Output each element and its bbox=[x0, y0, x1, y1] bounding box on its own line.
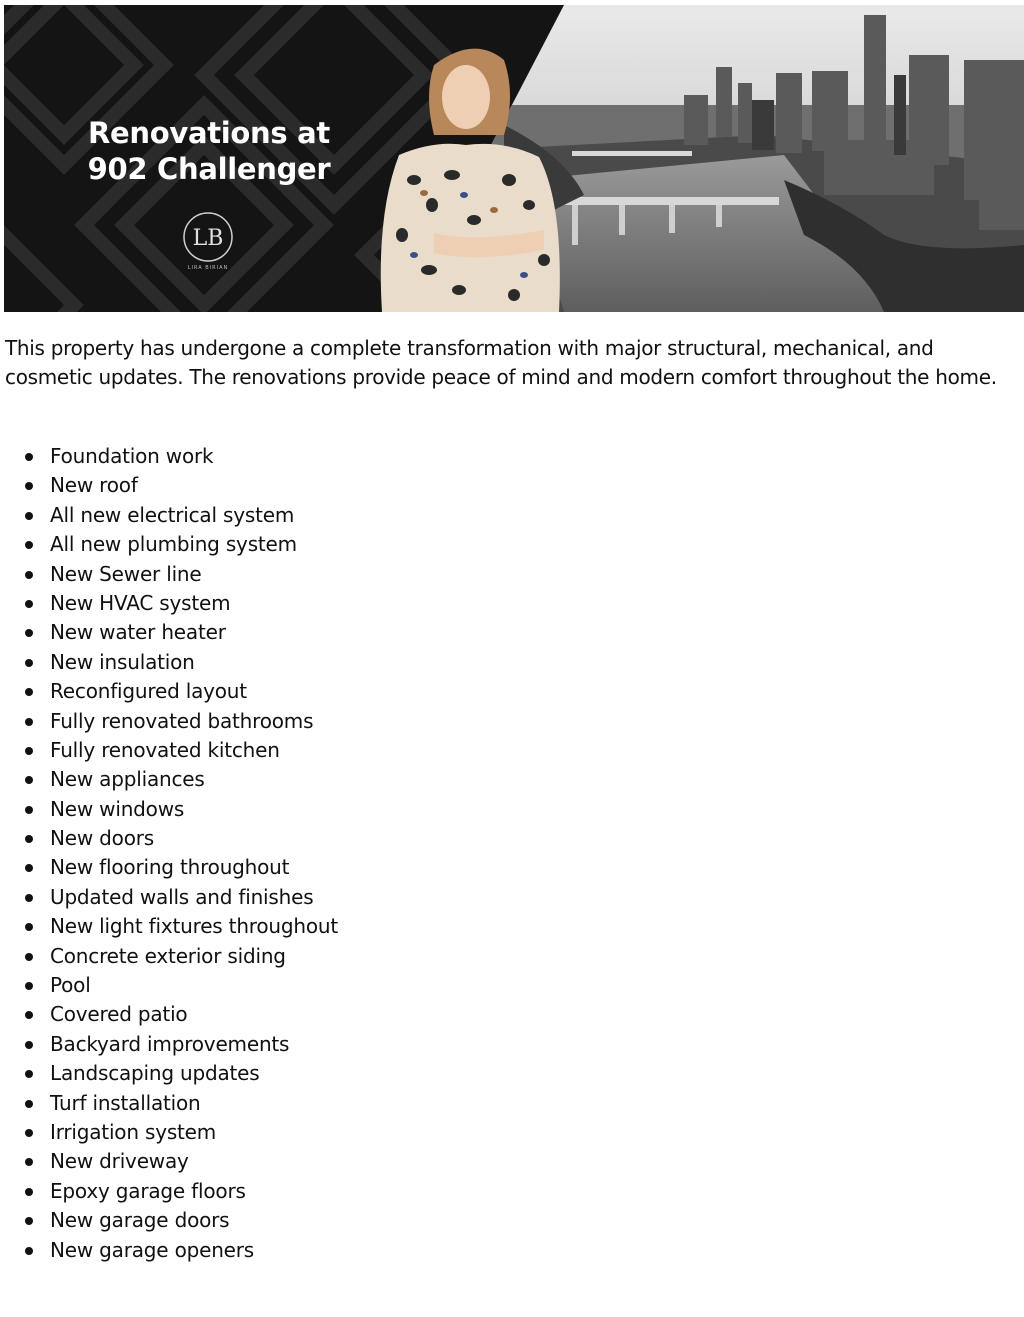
bullet-icon bbox=[25, 747, 33, 755]
bullet-icon bbox=[25, 1100, 33, 1108]
list-item-text: New garage doors bbox=[50, 1208, 230, 1233]
list-item bbox=[0, 471, 338, 500]
list-item bbox=[0, 677, 338, 706]
list-item-text: New driveway bbox=[50, 1149, 189, 1174]
list-item bbox=[0, 971, 338, 1000]
banner-title-line1: Renovations at bbox=[87, 116, 330, 150]
bullet-icon bbox=[25, 541, 33, 549]
bullet-icon bbox=[25, 953, 33, 961]
list-item-text: New windows bbox=[50, 796, 185, 821]
bullet-icon bbox=[25, 1011, 33, 1019]
list-item bbox=[0, 942, 338, 971]
list-item-text: Covered patio bbox=[50, 1002, 188, 1027]
list-item-text: New Sewer line bbox=[50, 561, 202, 586]
list-item bbox=[0, 1059, 338, 1088]
list-item-text: New appliances bbox=[50, 767, 205, 792]
list-item-text: Irrigation system bbox=[50, 1119, 217, 1144]
list-item-text: Epoxy garage floors bbox=[50, 1178, 246, 1203]
list-item bbox=[0, 1089, 338, 1118]
list-item bbox=[0, 883, 338, 912]
list-item bbox=[0, 912, 338, 941]
bullet-icon bbox=[25, 688, 33, 696]
list-item bbox=[0, 707, 338, 736]
list-item bbox=[0, 1000, 338, 1029]
list-item-text: All new electrical system bbox=[50, 502, 295, 527]
list-item-text: Pool bbox=[50, 973, 91, 998]
list-item-text: Fully renovated bathrooms bbox=[50, 708, 314, 733]
list-item-text: New water heater bbox=[50, 620, 226, 645]
brand-logo bbox=[182, 211, 234, 263]
bullet-icon bbox=[25, 1247, 33, 1255]
list-item bbox=[0, 1030, 338, 1059]
header-banner bbox=[4, 5, 1024, 312]
list-item bbox=[0, 795, 338, 824]
list-item-text: Foundation work bbox=[50, 444, 214, 468]
banner-title-line2: 902 Challenger bbox=[87, 152, 331, 186]
list-item bbox=[0, 530, 338, 559]
bullet-icon bbox=[25, 1158, 33, 1166]
list-item bbox=[0, 648, 338, 677]
list-item bbox=[0, 618, 338, 647]
logo-monogram: LB bbox=[192, 226, 224, 251]
list-item bbox=[0, 1177, 338, 1206]
list-item-text: Landscaping updates bbox=[50, 1061, 260, 1086]
bullet-icon bbox=[25, 718, 33, 726]
list-item bbox=[0, 1118, 338, 1147]
list-item-text: New doors bbox=[50, 826, 154, 851]
list-item-text: All new plumbing system bbox=[50, 532, 297, 557]
bullet-icon bbox=[25, 659, 33, 667]
list-item-text: New insulation bbox=[50, 649, 195, 674]
list-item-text: New HVAC system bbox=[50, 590, 231, 615]
list-item-text: New flooring throughout bbox=[50, 855, 290, 880]
logo-caption: LIRA BIRIAN bbox=[187, 265, 229, 271]
bullet-icon bbox=[25, 1070, 33, 1078]
list-item-text: Concrete exterior siding bbox=[50, 943, 286, 968]
bullet-icon bbox=[25, 1188, 33, 1196]
list-item bbox=[0, 824, 338, 853]
list-item bbox=[0, 442, 338, 471]
list-item bbox=[0, 853, 338, 882]
bullet-icon bbox=[25, 512, 33, 520]
list-item bbox=[0, 501, 338, 530]
bullet-icon bbox=[25, 1041, 33, 1049]
bullet-icon bbox=[25, 482, 33, 490]
bullet-icon bbox=[25, 600, 33, 608]
list-item-text: Turf installation bbox=[50, 1090, 201, 1115]
bullet-icon bbox=[25, 453, 33, 461]
bullet-icon bbox=[25, 629, 33, 637]
bullet-icon bbox=[25, 864, 33, 872]
list-item bbox=[0, 736, 338, 765]
banner-title bbox=[44, 115, 374, 187]
list-item bbox=[0, 1206, 338, 1235]
list-item-text: New garage openers bbox=[50, 1237, 255, 1262]
list-item-text: Reconfigured layout bbox=[50, 679, 247, 704]
renovation-list bbox=[0, 442, 338, 1265]
list-item-text: Fully renovated kitchen bbox=[50, 737, 280, 762]
list-item bbox=[0, 589, 338, 618]
list-item bbox=[0, 765, 338, 794]
list-item-text: New light fixtures throughout bbox=[50, 914, 339, 939]
bullet-icon bbox=[25, 571, 33, 579]
list-item bbox=[0, 1236, 338, 1265]
bullet-icon bbox=[25, 776, 33, 784]
bullet-icon bbox=[25, 1129, 33, 1137]
intro-paragraph: This property has undergone a complete transformation with major structural, mechanical, and cosmetic updates. The renovations provide peace of mind and modern comfort throughout the home. bbox=[5, 336, 997, 389]
list-item bbox=[0, 1147, 338, 1176]
bullet-icon bbox=[25, 982, 33, 990]
bullet-icon bbox=[25, 1217, 33, 1225]
bullet-icon bbox=[25, 806, 33, 814]
list-item bbox=[0, 560, 338, 589]
bullet-icon bbox=[25, 835, 33, 843]
list-item-text: Backyard improvements bbox=[50, 1031, 290, 1056]
list-item-text: New roof bbox=[50, 473, 138, 498]
bullet-icon bbox=[25, 894, 33, 902]
bullet-icon bbox=[25, 923, 33, 931]
list-item-text: Updated walls and finishes bbox=[50, 884, 314, 909]
